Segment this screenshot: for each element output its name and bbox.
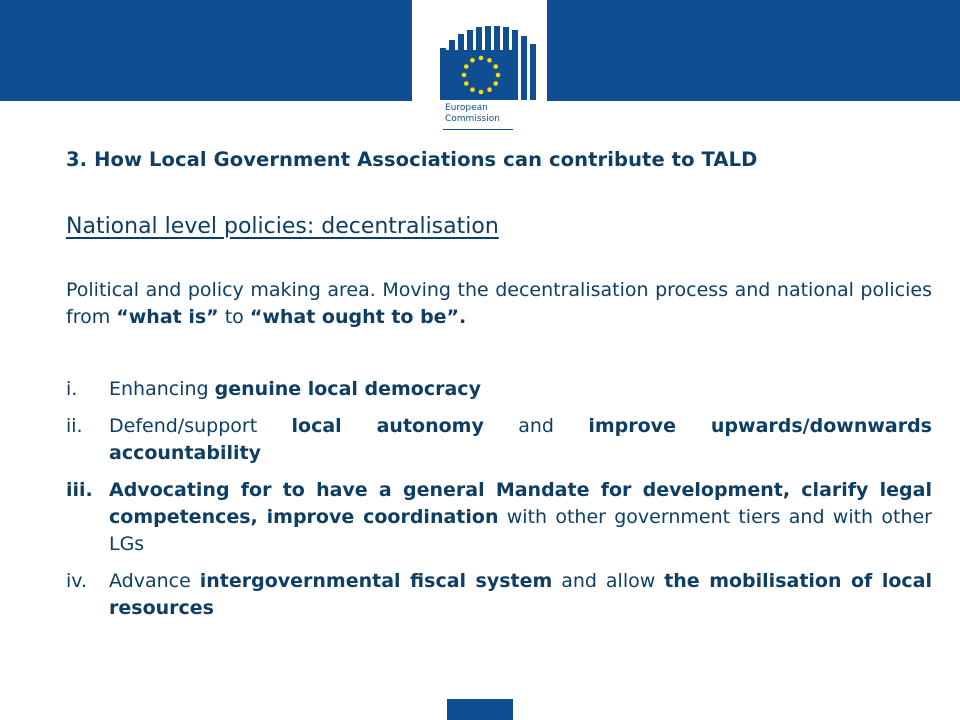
item-bold-text: improve upwards/downwards accountability	[109, 415, 932, 464]
list-item-text	[109, 413, 932, 467]
subtitle: National level policies: decentralisation	[66, 214, 499, 239]
item-bold-text: genuine local democracy	[214, 378, 481, 400]
measures-list	[66, 376, 932, 632]
item-bold-text: local autonomy	[291, 415, 484, 437]
logo-line-commission: Commission	[445, 114, 500, 124]
intro-text-1: Political and policy making area. Moving the decentralisation process and national policies from	[66, 279, 932, 328]
item-bold-text: intergovernmental fiscal system	[199, 570, 553, 592]
list-item-text	[109, 568, 932, 622]
list-item	[66, 477, 932, 558]
list-item-number: i.	[66, 378, 78, 400]
list-item-text	[109, 477, 932, 558]
intro-bold-2: “what ought to be”.	[249, 306, 467, 328]
list-item	[66, 568, 932, 622]
list-item-number: iv.	[66, 570, 88, 592]
logo-label	[445, 103, 525, 125]
item-plain-text: with other government tiers and with other LGs	[109, 506, 932, 555]
intro-text-2: to	[218, 306, 250, 328]
logo-line-european: European	[445, 103, 488, 113]
list-item-text	[109, 376, 932, 403]
item-plain-text: and allow	[552, 570, 665, 592]
footer-tab	[447, 699, 513, 720]
item-plain-text: and	[483, 415, 589, 437]
logo-divider	[443, 129, 513, 130]
list-item	[66, 376, 932, 403]
section-title: 3. How Local Government Associations can contribute to TALD	[66, 148, 758, 171]
item-plain-text: Enhancing	[109, 378, 215, 400]
list-item-number: ii.	[66, 415, 83, 437]
list-item-number: iii.	[66, 479, 93, 501]
item-bold-text: the mobilisation of local resources	[109, 570, 932, 619]
item-plain-text: Advance	[109, 570, 200, 592]
intro-paragraph	[66, 277, 932, 331]
item-bold-text: Advocating for to have a general Mandate for development, clarify legal competences, improve coordination	[109, 479, 932, 528]
intro-bold-1: “what is”	[116, 306, 219, 328]
item-plain-text: Defend/support	[109, 415, 292, 437]
list-item	[66, 413, 932, 467]
